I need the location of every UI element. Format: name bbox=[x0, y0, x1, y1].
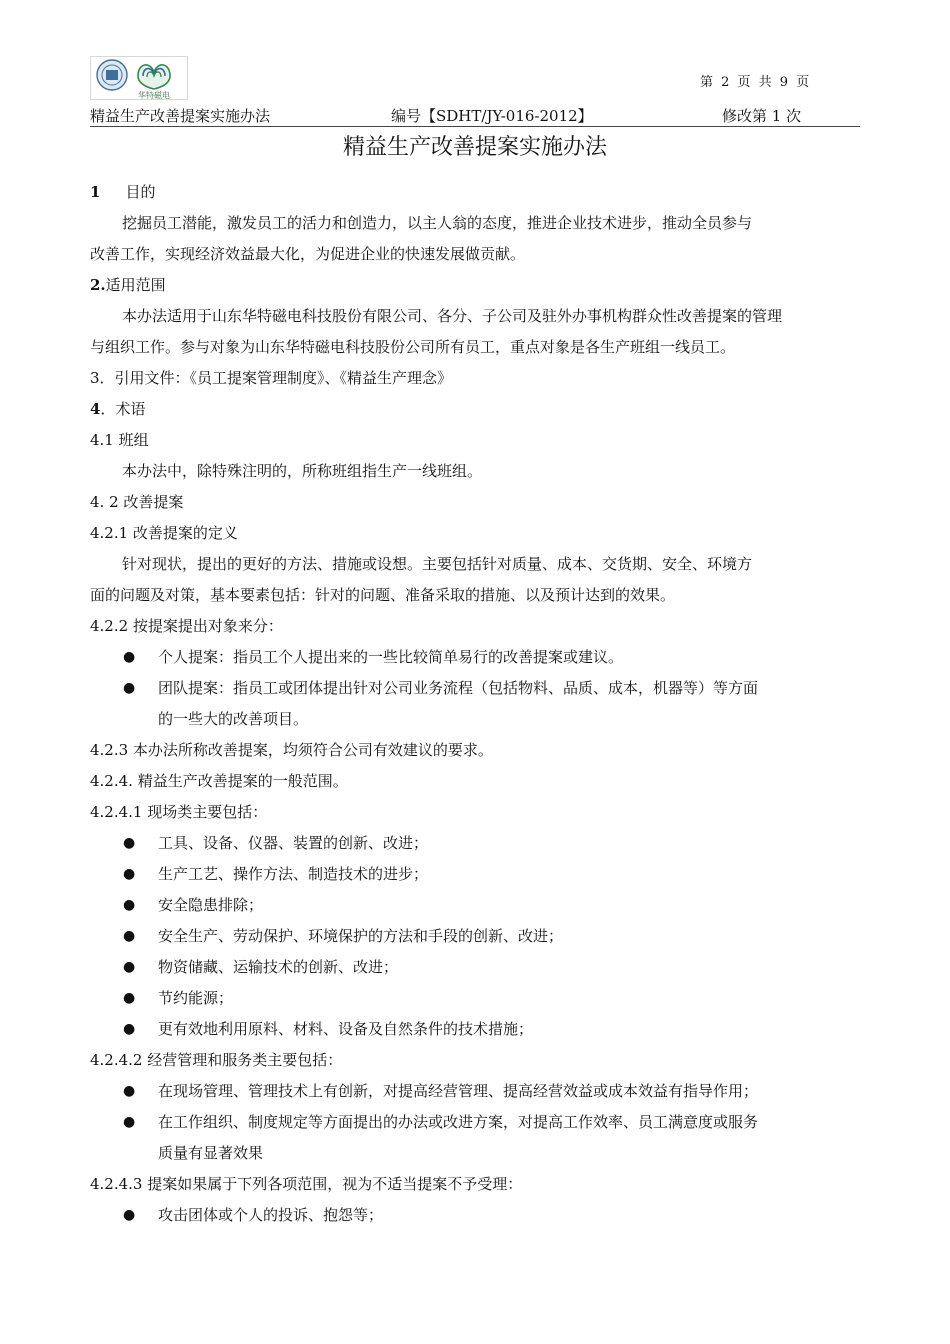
list-item: ● 在现场管理、管理技术上有创新，对提高经营管理、提高经营效益或成本效益有指导作用； bbox=[90, 1076, 860, 1107]
paragraph: 针对现状，提出的更好的方法、措施或设想。主要包括针对质量、成本、交货期、安全、环境方 bbox=[122, 555, 753, 573]
list-item: ● 个人提案：指员工个人提出来的一些比较简单易行的改善提案或建议。 bbox=[90, 642, 860, 673]
paragraph: 改善工作，实现经济效益最大化，为促进企业的快速发展做贡献。 bbox=[90, 245, 526, 263]
list-item: ● 安全生产、劳动保护、环境保护的方法和手段的创新、改进； bbox=[90, 921, 860, 952]
list-item-continued: 的一些大的改善项目。 bbox=[158, 710, 309, 728]
list-item: ● 工具、设备、仪器、装置的创新、改进； bbox=[90, 828, 860, 859]
section-4-2-4-3-heading: 4.2.4.3 提案如果属于下列各项范围，视为不适当提案不予受理： bbox=[90, 1175, 523, 1193]
section-4-heading: 4．术语 bbox=[90, 400, 146, 418]
section-1-heading: 1 目的 bbox=[90, 183, 156, 201]
section-4-1-heading: 4.1 班组 bbox=[90, 431, 149, 449]
header-divider bbox=[90, 126, 860, 127]
section-2-heading: 2.适用范围 bbox=[90, 276, 166, 294]
section-4-2-4-1-heading: 4.2.4.1 现场类主要包括： bbox=[90, 803, 268, 821]
list-item: ● 物资储藏、运输技术的创新、改进； bbox=[90, 952, 860, 983]
document-title: 精益生产改善提案实施办法 bbox=[342, 135, 607, 160]
list-item: ● 生产工艺、操作方法、制造技术的进步； bbox=[90, 859, 860, 890]
logo-wordmark: 华特磁电 bbox=[138, 91, 170, 100]
section-4-2-4-2-heading: 4.2.4.2 经营管理和服务类主要包括： bbox=[90, 1051, 343, 1069]
list-item-continued: 质量有显著效果 bbox=[158, 1144, 264, 1162]
list-item: ● 更有效地利用原料、材料、设备及自然条件的技术措施； bbox=[90, 1014, 860, 1045]
header-doc-code: 编号【SDHT/JY-016-2012】 bbox=[391, 107, 593, 125]
list-item: ● 团队提案：指员工或团体提出针对公司业务流程（包括物料、品质、成本，机器等）等方面 bbox=[90, 673, 860, 704]
paragraph: 面的问题及对策，基本要素包括：针对的问题、准备采取的措施、以及预计达到的效果。 bbox=[90, 586, 676, 604]
paragraph: 挖掘员工潜能，激发员工的活力和创造力，以主人翁的态度，推进企业技术进步，推动全员参与 bbox=[122, 214, 753, 232]
list-item: ● 在工作组织、制度规定等方面提出的办法或改进方案，对提高工作效率、员工满意度或服务 bbox=[90, 1107, 860, 1138]
section-4-2-2-heading: 4.2.2 按提案提出对象来分： bbox=[90, 617, 283, 635]
paragraph: 本办法适用于山东华特磁电科技股份有限公司、各分、子公司及驻外办事机构群众性改善提案的管理 bbox=[122, 307, 783, 325]
section-4-2-4-heading: 4.2.4. 精益生产改善提案的一般范围。 bbox=[90, 772, 348, 790]
section-4-2-3: 4.2.3 本办法所称改善提案，均须符合公司有效建议的要求。 bbox=[90, 741, 493, 759]
section-3-heading: 3．引用文件：《员工提案管理制度》、《精益生产理念》 bbox=[90, 369, 453, 387]
section-4-2-1-heading: 4.2.1 改善提案的定义 bbox=[90, 524, 238, 542]
list-item: ● 安全隐患排除； bbox=[90, 890, 860, 921]
header-doc-name: 精益生产改善提案实施办法 bbox=[90, 107, 271, 125]
paragraph: 本办法中，除特殊注明的，所称班组指生产一线班组。 bbox=[122, 462, 483, 480]
page-number: 第 2 页 共 9 页 bbox=[700, 75, 812, 90]
header-revision: 修改第 1 次 bbox=[722, 107, 802, 125]
document-body bbox=[90, 177, 860, 1231]
list-item: ● 攻击团体或个人的投诉、抱怨等； bbox=[90, 1200, 860, 1231]
section-4-2-heading: 4. 2 改善提案 bbox=[90, 493, 184, 511]
paragraph: 与组织工作。参与对象为山东华特磁电科技股份公司所有员工，重点对象是各生产班组一线员工。 bbox=[90, 338, 736, 356]
company-logo bbox=[90, 56, 188, 100]
list-item: ● 节约能源； bbox=[90, 983, 860, 1014]
